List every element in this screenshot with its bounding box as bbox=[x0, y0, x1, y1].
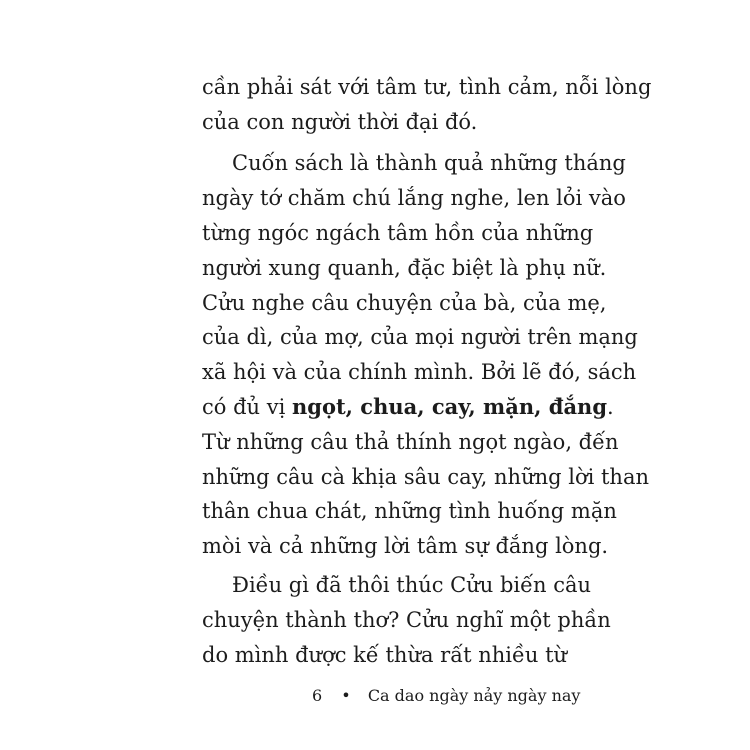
bold-flavors: ngọt, chua, cay, mặn, đắng bbox=[292, 394, 607, 419]
text-line: của con người thời đại đó. bbox=[202, 110, 478, 134]
book-title: Ca dao ngày nảy ngày nay bbox=[367, 686, 581, 705]
text-line: mòi và cả những lời tâm sự đắng lòng. bbox=[202, 534, 609, 558]
text-line: Cuốn sách là thành quả những tháng bbox=[232, 151, 626, 175]
text-line: người xung quanh, đặc biệt là phụ nữ. bbox=[202, 256, 607, 280]
text-line: từng ngóc ngách tâm hồn của những bbox=[202, 221, 594, 245]
text-line: của dì, của mợ, của mọi người trên mạng bbox=[202, 325, 638, 349]
page-footer bbox=[312, 685, 580, 707]
text-line: những câu cà khịa sâu cay, những lời than bbox=[202, 465, 649, 489]
text-span: . bbox=[607, 395, 614, 419]
text-line: Từ những câu thả thính ngọt ngào, đến bbox=[202, 430, 619, 454]
text-line: Cửu nghe câu chuyện của bà, của mẹ, bbox=[202, 291, 607, 315]
page-number: 6 bbox=[312, 686, 323, 705]
text-line: ngày tớ chăm chú lắng nghe, len lỏi vào bbox=[202, 186, 626, 210]
text-span: có đủ vị bbox=[202, 395, 286, 419]
text-line: do mình được kế thừa rất nhiều từ bbox=[202, 643, 568, 667]
text-line: xã hội và của chính mình. Bởi lẽ đó, sách bbox=[202, 360, 637, 384]
text-line: chuyện thành thơ? Cửu nghĩ một phần bbox=[202, 608, 611, 632]
text-line-mixed bbox=[202, 392, 614, 422]
text-line: thân chua chát, những tình huống mặn bbox=[202, 499, 617, 523]
text-line: Điều gì đã thôi thúc Cửu biến câu bbox=[232, 573, 592, 597]
text-line: cần phải sát với tâm tư, tình cảm, nỗi lòng bbox=[202, 75, 652, 99]
footer-separator: • bbox=[341, 686, 351, 705]
